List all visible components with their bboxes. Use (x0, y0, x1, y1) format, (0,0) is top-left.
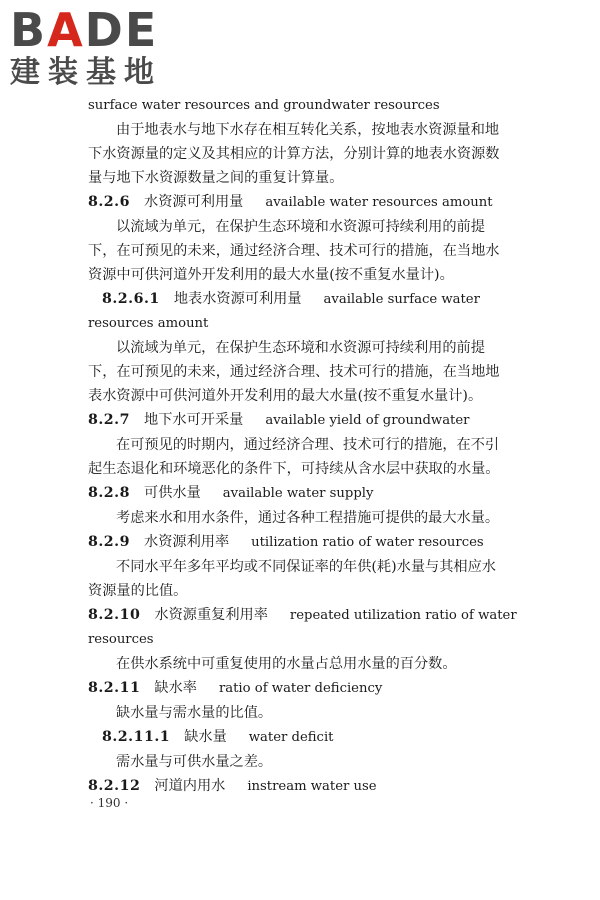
page-number: · 190 · (90, 796, 129, 810)
section-body: 不同水平年多年平均或不同保证率的年供(耗)水量与其相应水资源量的比值。 (88, 559, 496, 599)
section-term-en: available yield of groundwater (265, 413, 470, 428)
section-term-en-continuation: resources (88, 632, 154, 647)
logo-wordmark: BADE (10, 3, 159, 57)
section-number: 8.2.8 (88, 485, 130, 501)
section-term-zh: 地表水资源可利用量 (173, 291, 302, 307)
section-term-zh: 水资源重复利用率 (154, 607, 268, 623)
section-term-en: ratio of water deficiency (218, 681, 383, 696)
section-body: 需水量与可供水量之差。 (116, 754, 273, 770)
section-term-zh: 河道内用水 (154, 778, 226, 794)
section-body: 考虑来水和用水条件，通过各种工程措施可提供的最大水量。 (116, 510, 500, 526)
section-term-zh: 缺水量 (184, 729, 227, 745)
section-number: 8.2.9 (88, 534, 130, 550)
section-heading (88, 603, 517, 628)
section-term-zh: 可供水量 (144, 485, 201, 501)
document-body (88, 94, 517, 799)
section-heading (88, 530, 508, 555)
section-number: 8.2.11 (88, 680, 141, 696)
section-term-en: available water resources amount (265, 195, 493, 210)
subsection-heading (88, 725, 508, 750)
subsection-heading (88, 287, 508, 312)
section-body: 在可预见的时期内，通过经济合理、技术可行的措施，在不引起生态退化和环境恶化的条件下，可持续从含水层中获取的水量。 (88, 437, 500, 477)
intro-en-continuation: surface water resources and groundwater resources (88, 98, 440, 113)
bade-logo (10, 3, 180, 90)
section-heading (88, 408, 508, 433)
section-term-en: available surface water (323, 292, 480, 307)
section-number: 8.2.11.1 (102, 729, 171, 745)
section-term-en-continuation: resources amount (88, 316, 209, 331)
section-term-en: water deficit (248, 730, 334, 745)
section-heading (88, 190, 508, 215)
section-term-en: repeated utilization ratio of water (289, 608, 517, 623)
section-number: 8.2.12 (88, 778, 141, 794)
section-heading (88, 774, 508, 799)
section-number: 8.2.6 (88, 194, 130, 210)
section-body: 缺水量与需水量的比值。 (116, 705, 273, 721)
section-body: 在供水系统中可重复使用的水量占总用水量的百分数。 (116, 656, 457, 672)
section-heading (88, 676, 508, 701)
section-term-en: instream water use (247, 779, 377, 794)
section-term-zh: 缺水率 (154, 680, 197, 696)
section-number: 8.2.6.1 (102, 291, 160, 307)
section-term-zh: 地下水可开采量 (144, 412, 244, 428)
section-term-zh: 水资源可利用量 (144, 194, 244, 210)
section-number: 8.2.10 (88, 607, 141, 623)
section-heading (88, 481, 508, 506)
section-term-zh: 水资源利用率 (144, 534, 230, 550)
section-term-en: utilization ratio of water resources (251, 535, 484, 550)
section-body: 以流域为单元，在保护生态环境和水资源可持续利用的前提下，在可预见的未来，通过经济合理、技术可行的措施，在当地水资源中可供河道外开发利用的最大水量(按不重复水量计)。 (88, 219, 500, 283)
intro-body: 由于地表水与地下水存在相互转化关系，按地表水资源量和地下水资源量的定义及其相应的计算方法，分别计算的地表水资源数量与地下水资源数量之间的重复计算量。 (88, 122, 500, 186)
section-term-en: available water supply (222, 486, 374, 501)
section-number: 8.2.7 (88, 412, 130, 428)
logo-subtitle: 建装基地 (10, 55, 162, 90)
section-body: 以流域为单元，在保护生态环境和水资源可持续利用的前提下，在可预见的未来，通过经济合理、技术可行的措施，在当地地表水资源中可供河道外开发利用的最大水量(按不重复水量计)。 (88, 340, 500, 404)
